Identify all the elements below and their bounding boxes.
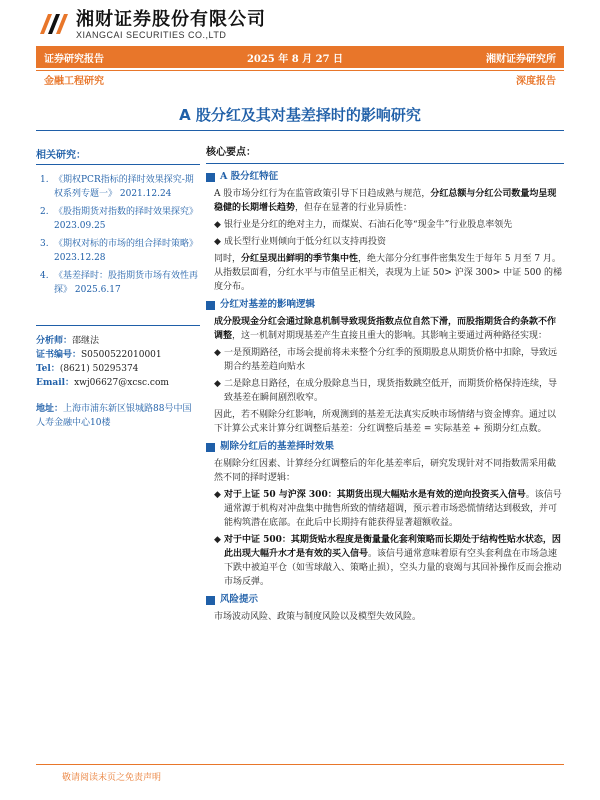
bullet-item (206, 377, 564, 405)
addr-text: 上海市浦东新区银城路88号中国人寿金融中心10楼 (36, 404, 192, 428)
bullet-item (206, 235, 564, 249)
text: ，但存在显著的行业异质性： (295, 203, 413, 213)
highlight-text: 成分股现金分红会通过除息机制导致现货指数点位自然下滑，而股指期货合约条款不作调整 (214, 317, 557, 341)
diamond-bullet-icon: ◆ (214, 348, 221, 358)
diamond-bullet-icon: ◆ (214, 490, 221, 500)
related-num: 1. (40, 175, 49, 185)
analyst-label: 分析师： (36, 336, 73, 346)
company-name-en: XIANGCAI SECURITIES CO.,LTD (76, 29, 227, 40)
text: ，这一机制对期现基差产生直接且重大的影响。其影响主要通过两种路径实现： (232, 331, 548, 341)
related-text: 《股指期货对指数的择时效果探究》 2023.09.25 (54, 207, 199, 231)
bullet-text: 。该信号通常意味着原有空头套利盘在市场急速下跌中被迫平仓（如雪球敲入、策略止损），空头力量的衰竭与其回补操作反而会推动市场反弹。 (224, 549, 562, 587)
institute-name: 湘财证券研究所 (486, 53, 556, 65)
report-type: 证券研究报告 (44, 53, 104, 65)
section-4-title (206, 593, 564, 607)
bullet-text: 二是除息日路径，在成分股除息当日，现货指数跳空低开，而期货价格保持连续，导致基差在瞬间剧烈收窄。 (224, 379, 558, 403)
category-band (36, 70, 564, 88)
tel-label: Tel： (36, 364, 60, 374)
diamond-bullet-icon: ◆ (214, 220, 221, 230)
related-text: 《期权PCR指标的择时效果探究-期权系列专题一》 2021.12.24 (54, 175, 194, 199)
bullet-text: 一是预期路径，市场会提前将未来整个分红季的预期股息从期货价格中扣除，导致远期合约基差趋向贴水 (224, 348, 558, 372)
key-points-heading: 核心要点： (206, 146, 564, 164)
company-logo (36, 6, 266, 44)
related-text: 《期权对标的市场的组合择时策略》 2023.12.28 (54, 239, 199, 263)
highlight-text: 分红呈现出鲜明的季节集中性 (241, 254, 359, 264)
title-divider (36, 130, 564, 131)
diamond-bullet-icon: ◆ (214, 535, 221, 545)
email-link[interactable]: xwj06627@xcsc.com (74, 378, 169, 388)
paragraph: 在剔除分红因素、计算经分红调整后的年化基差率后，研究发现针对不同指数需采用截然不同的择时逻辑： (214, 459, 557, 483)
addr-label: 地址： (36, 404, 64, 414)
diamond-bullet-icon: ◆ (214, 237, 221, 247)
cert-label: 证书编号： (36, 350, 82, 360)
cert-number: S0500522010001 (81, 350, 162, 360)
analyst-name: 邵继法 (72, 336, 100, 346)
analyst-info (36, 325, 200, 390)
bullet-text: 银行业是分红的绝对主力，而煤炭、石油石化等“现金牛”行业股息率领先 (224, 220, 513, 230)
square-bullet-icon (206, 596, 215, 605)
related-item[interactable] (40, 173, 200, 201)
related-num: 3. (40, 239, 49, 249)
address (36, 402, 200, 430)
report-category: 金融工程研究 (44, 76, 104, 87)
bullet-text: 。该信号通常源于机构对冲盘集中抛售所致的情绪超调，预示着市场恐慌情绪达到极致，并可能构筑潜在底部。在此后中长期持有能获得显著超额收益。 (224, 490, 562, 528)
text: ，绝大部分分红事件密集发生于每年 5 月至 7 月。从指数层面看，分红水平与市值呈正相关，表现为上证 50> 沪深 300> 中证 500 的梯度分布。 (214, 254, 563, 292)
page-title: A 股分红及其对基差择时的影响研究 (179, 106, 421, 124)
related-num: 4. (40, 271, 49, 281)
square-bullet-icon (206, 301, 215, 310)
related-heading: 相关研究： (36, 146, 200, 165)
bullet-item (206, 218, 564, 232)
related-item[interactable] (40, 237, 200, 265)
tel-number: (8621) 50295374 (59, 364, 139, 374)
section-title-text: 剔除分红后的基差择时效果 (220, 441, 335, 452)
section-title-text: A 股分红特征 (220, 171, 279, 182)
header-band (36, 46, 564, 68)
section-3-title (206, 440, 564, 454)
paragraph: 市场波动风险、政策与制度风险以及模型失效风险。 (214, 612, 422, 622)
related-item[interactable] (40, 269, 200, 297)
report-kind: 深度报告 (516, 76, 556, 87)
highlight-text: 分红总额与分红公司数量均呈现稳健的长期增长趋势 (214, 189, 557, 213)
xiangcai-logo-icon (36, 8, 70, 42)
main-content (206, 146, 564, 627)
section-1-title (206, 170, 564, 184)
bullet-text: 成长型行业则倾向于低分红以支持再投资 (224, 237, 387, 247)
highlight-text: 对于上证 50 与沪深 300：其期货出现大幅贴水是有效的逆向投资买入信号 (224, 490, 526, 500)
section-title-text: 风险提示 (220, 594, 259, 605)
paragraph (206, 252, 564, 294)
paragraph: 因此，若不剔除分红影响，所观测到的基差无法真实反映市场情绪与资金博弈。通过以下计算公式来计算分红调整后基差：分红调整后基差 = 实际基差 + 预期分红点数。 (214, 410, 557, 434)
related-list (36, 173, 200, 297)
footer-divider (36, 764, 564, 765)
section-title-text: 分红对基差的影响逻辑 (220, 299, 316, 310)
report-date: 2025 年 8 月 27 日 (246, 53, 344, 65)
square-bullet-icon (206, 443, 215, 452)
related-item[interactable] (40, 205, 200, 233)
diamond-bullet-icon: ◆ (214, 379, 221, 389)
bullet-item (206, 346, 564, 374)
bullet-item (206, 488, 564, 530)
related-num: 2. (40, 207, 49, 217)
paragraph (206, 315, 564, 343)
highlight-text: 对于中证 500：其期货贴水程度是衡量量化套利策略而长期处于结构性贴水状态，因此出现大幅升水才是有效的买入信号 (224, 535, 561, 559)
sidebar (36, 146, 200, 430)
text: A 股市场分红行为在监管政策引导下日趋成熟与规范， (214, 189, 431, 199)
email-label: Email： (36, 378, 75, 388)
bullet-item (206, 533, 564, 589)
company-name-cn: 湘财证券股份有限公司 (76, 8, 266, 30)
related-text: 《基差择时：股指期货市场有效性再探》 2025.6.17 (54, 271, 199, 295)
text: 同时， (214, 254, 242, 264)
paragraph (206, 187, 564, 215)
disclaimer-note: 敬请阅读末页之免责声明 (62, 773, 162, 783)
square-bullet-icon (206, 173, 215, 182)
section-2-title (206, 298, 564, 312)
